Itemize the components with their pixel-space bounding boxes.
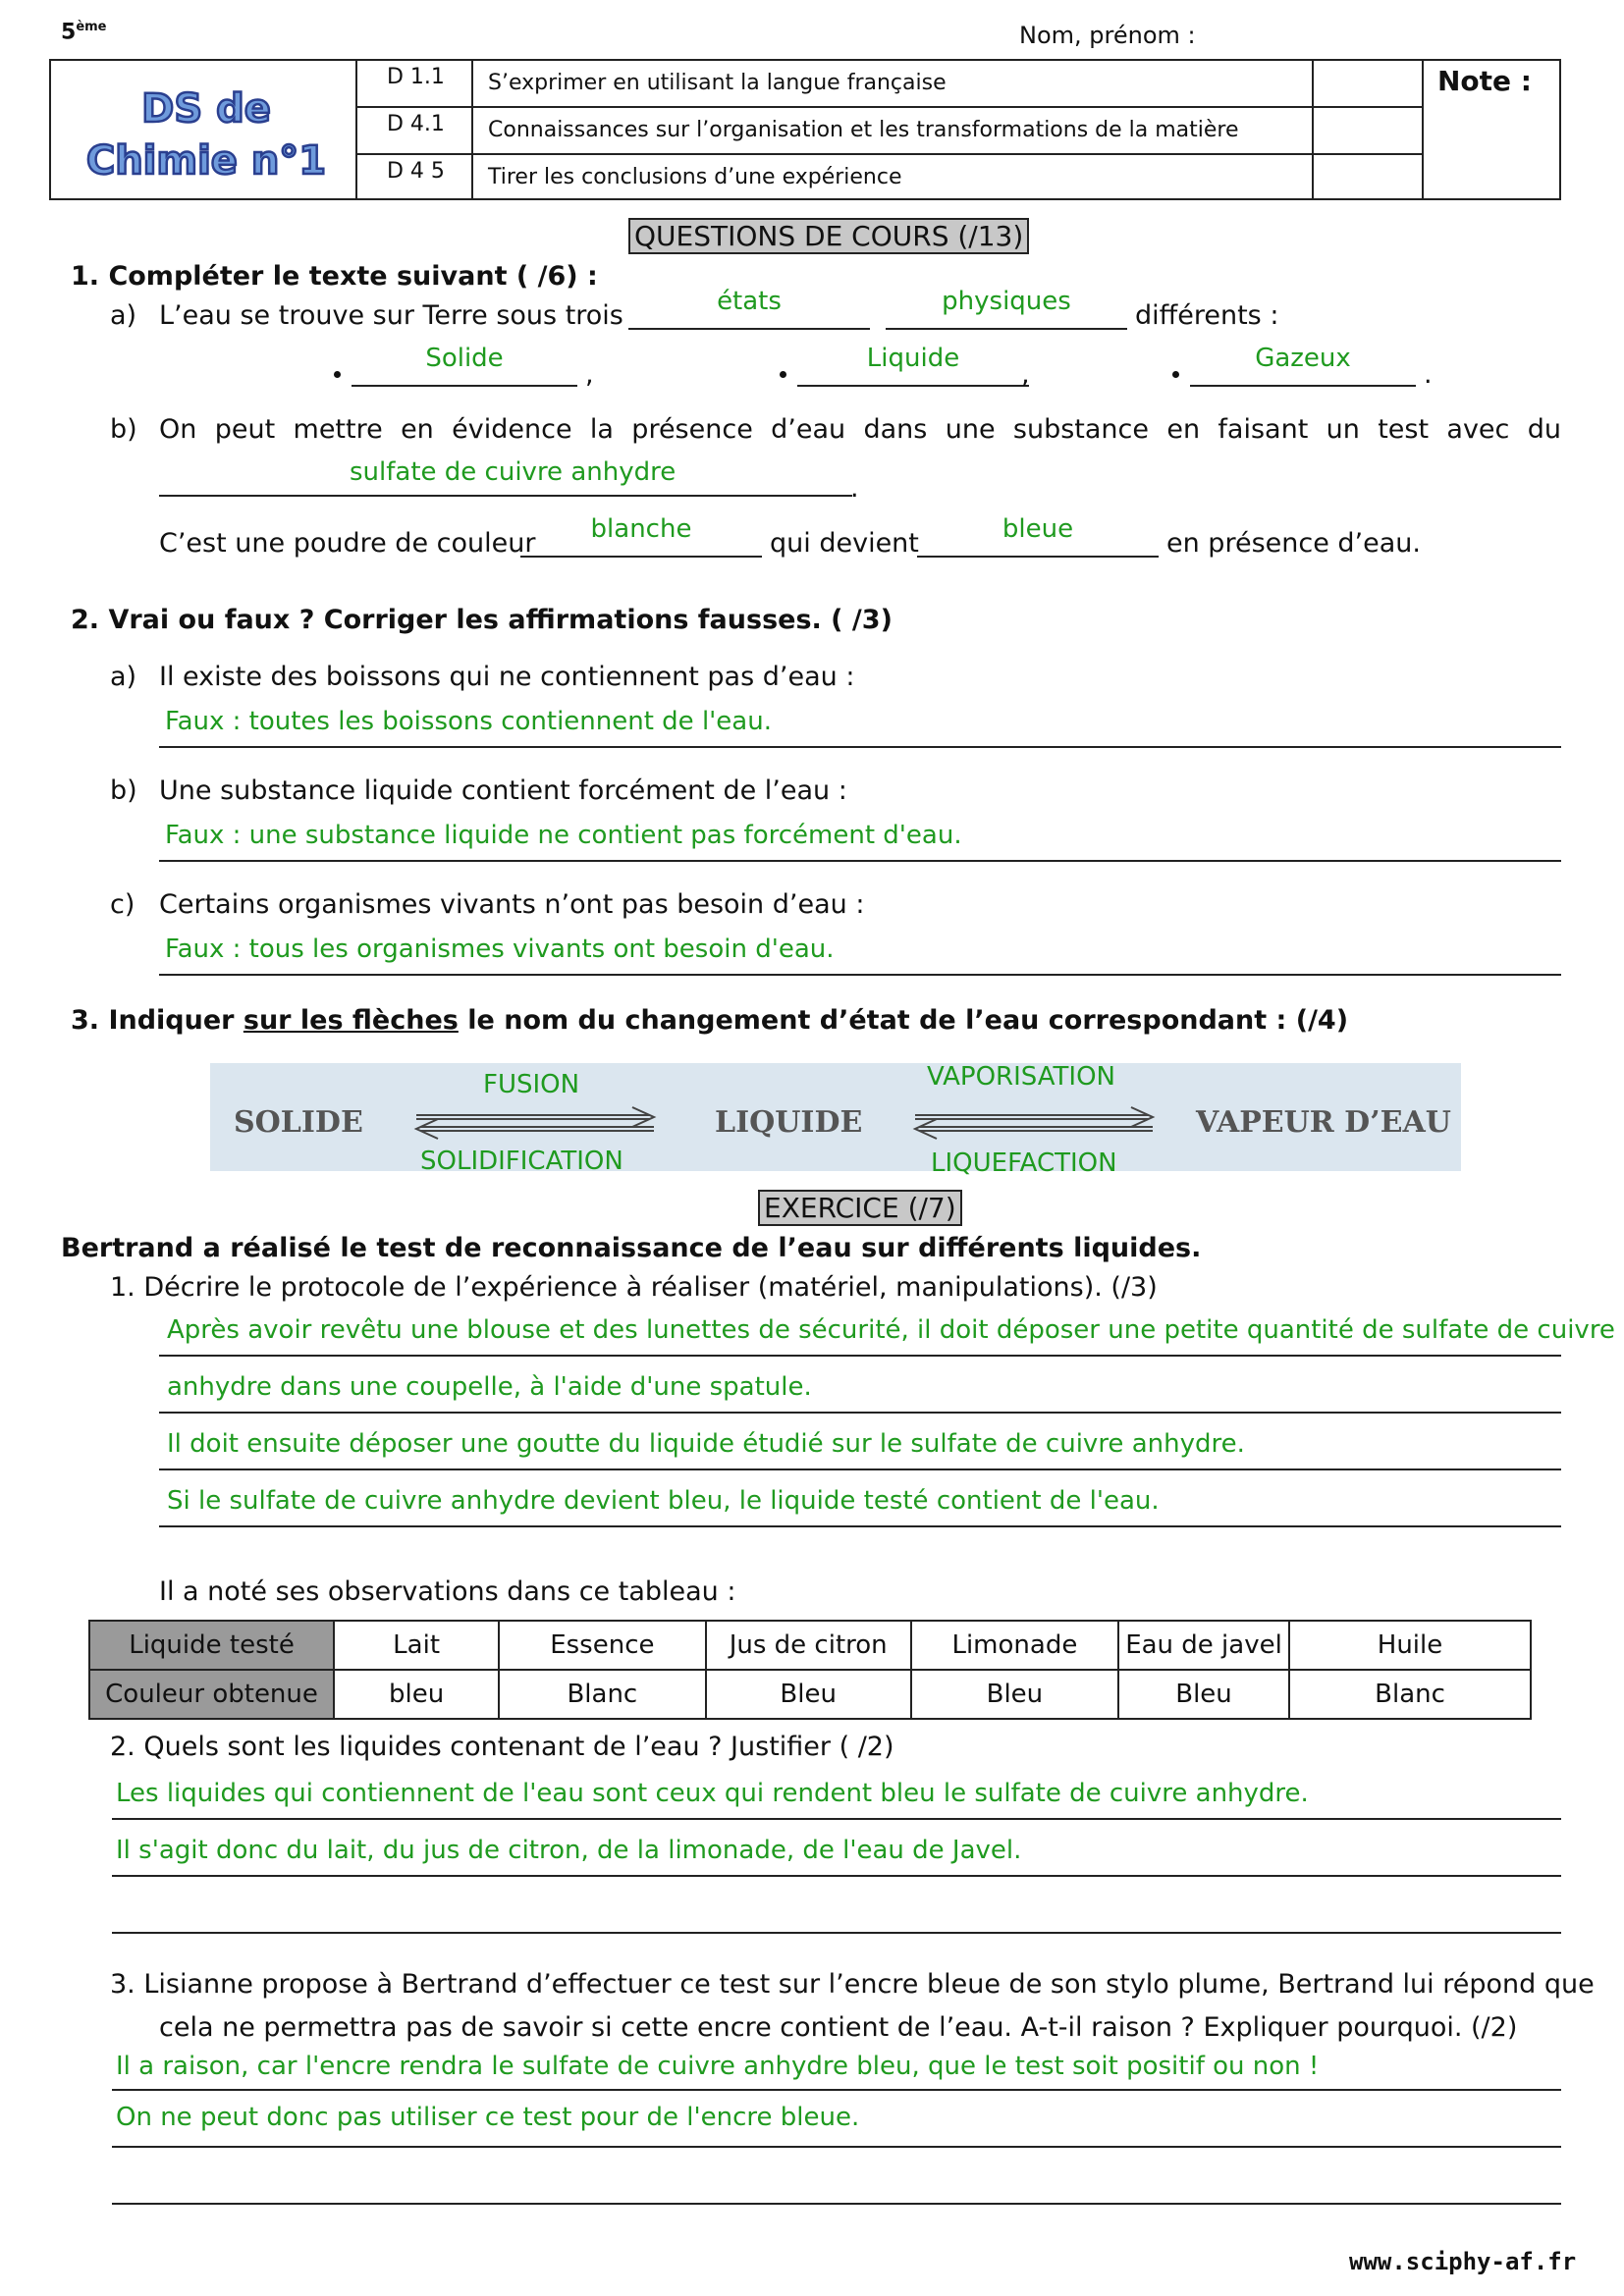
- divider: [355, 59, 357, 200]
- answer-blank[interactable]: [1190, 385, 1416, 387]
- q2a-answer: Faux : toutes les boissons contiennent de l'eau.: [165, 707, 772, 736]
- state-vapeur: VAPEUR D’EAU: [1196, 1105, 1451, 1140]
- divider: [1422, 59, 1424, 200]
- answer-blank[interactable]: [917, 556, 1159, 558]
- double-arrow-icon: [410, 1103, 660, 1143]
- ex-q3-label-line1: 3. Lisianne propose à Bertrand d’effectuer ce test sur l’encre bleue de son stylo plume, Bertrand lui répond que: [110, 1969, 1595, 2000]
- q1b2-text-3: en présence d’eau.: [1166, 528, 1421, 559]
- answer-line[interactable]: [159, 1525, 1561, 1527]
- period: .: [1424, 359, 1433, 390]
- ex-q1-answer-2: anhydre dans une coupelle, à l'aide d'une spatule.: [167, 1372, 812, 1402]
- answer-blank[interactable]: [159, 495, 852, 497]
- footer-website[interactable]: www.sciphy-af.fr: [1349, 2248, 1577, 2275]
- table-row: [89, 1670, 1531, 1719]
- class-level: 5ème: [61, 20, 107, 45]
- ex-q2-answer-2: Il s'agit donc du lait, du jus de citron, de la limonade, de l'eau de Javel.: [116, 1836, 1022, 1865]
- competence-code-3: D 4 5: [387, 159, 445, 184]
- table-head-couleur: Couleur obtenue: [89, 1670, 334, 1719]
- answer-line[interactable]: [159, 1412, 1561, 1414]
- table-cell: Jus de citron: [706, 1621, 911, 1670]
- q2a-prefix: a): [110, 662, 137, 692]
- logo-line-1: DS de: [141, 86, 271, 132]
- ds-chimie-logo: [59, 73, 353, 190]
- answer-physiques: physiques: [942, 287, 1071, 316]
- answer-sulfate: sulfate de cuivre anhydre: [350, 457, 677, 487]
- competence-label-1: S’exprimer en utilisant la langue française: [488, 71, 947, 95]
- q1b2-text-1: C’est une poudre de couleur: [159, 528, 536, 559]
- answer-line[interactable]: [112, 2089, 1561, 2091]
- q2a-text: Il existe des boissons qui ne contiennent pas d’eau :: [159, 662, 855, 692]
- ex-q1-answer-1: Après avoir revêtu une blouse et des lunettes de sécurité, il doit déposer une petite quantité de sulfate de cuivre: [167, 1315, 1615, 1345]
- bullet-icon: [1172, 371, 1179, 378]
- ex-q1-label: 1. Décrire le protocole de l’expérience à réaliser (matériel, manipulations). (/3): [110, 1272, 1158, 1303]
- exercise-intro: Bertrand a réalisé le test de reconnaissance de l’eau sur différents liquides.: [61, 1233, 1202, 1263]
- q2c-prefix: c): [110, 889, 135, 920]
- period: .: [850, 473, 859, 504]
- q2c-answer: Faux : tous les organismes vivants ont besoin d'eau.: [165, 934, 835, 964]
- answer-solide: Solide: [425, 344, 504, 373]
- table-cell: bleu: [334, 1670, 499, 1719]
- table-row: [89, 1621, 1531, 1670]
- answer-liquide: Liquide: [866, 344, 960, 373]
- q3-label-pre: 3. Indiquer: [71, 1005, 244, 1036]
- answer-blank[interactable]: [520, 556, 762, 558]
- bullet-icon: [334, 371, 341, 378]
- q1b-text: On peut mettre en évidence la présence d’eau dans une substance en faisant un test avec du: [159, 414, 1561, 445]
- table-cell: Bleu: [706, 1670, 911, 1719]
- q2b-text: Une substance liquide contient forcément de l’eau :: [159, 775, 847, 806]
- q3-label-post: le nom du changement d’état de l’eau correspondant : (/4): [458, 1005, 1349, 1036]
- answer-blanche: blanche: [590, 514, 692, 544]
- ex-q2-label: 2. Quels sont les liquides contenant de l’eau ? Justifier ( /2): [110, 1732, 894, 1762]
- logo-line-2: Chimie n°1: [85, 138, 327, 184]
- table-cell: Limonade: [911, 1621, 1118, 1670]
- answer-vaporisation: VAPORISATION: [927, 1062, 1116, 1092]
- q3-label-underlined: sur les flèches: [243, 1005, 459, 1036]
- answer-line[interactable]: [112, 2203, 1561, 2205]
- state-solide: SOLIDE: [234, 1105, 363, 1140]
- q2c-text: Certains organismes vivants n’ont pas besoin d’eau :: [159, 889, 865, 920]
- answer-line[interactable]: [112, 1818, 1561, 1820]
- q1-label: 1. Compléter le texte suivant ( /6) :: [71, 261, 598, 292]
- table-cell: Lait: [334, 1621, 499, 1670]
- table-head-liquide: Liquide testé: [89, 1621, 334, 1670]
- q1b2-text-2: qui devient: [770, 528, 919, 559]
- table-cell: Bleu: [911, 1670, 1118, 1719]
- ex-q3-answer-2: On ne peut donc pas utiliser ce test pour de l'encre bleue.: [116, 2103, 860, 2132]
- double-arrow-icon: [909, 1103, 1159, 1143]
- table-cell: Blanc: [499, 1670, 705, 1719]
- section-title-exercice: EXERCICE (/7): [758, 1190, 962, 1226]
- q2-label: 2. Vrai ou faux ? Corriger les affirmations fausses. ( /3): [71, 605, 893, 635]
- section-title-questions: QUESTIONS DE COURS (/13): [628, 218, 1029, 254]
- answer-solidification: SOLIDIFICATION: [420, 1147, 623, 1176]
- q1a-suffix: différents :: [1135, 300, 1279, 331]
- answer-line[interactable]: [112, 1875, 1561, 1877]
- answer-blank[interactable]: [352, 385, 577, 387]
- answer-line[interactable]: [159, 1468, 1561, 1470]
- answer-line[interactable]: [112, 1932, 1561, 1934]
- answer-line[interactable]: [159, 974, 1561, 976]
- q1b-prefix: b): [110, 414, 137, 445]
- q1a-prefix: a): [110, 300, 137, 331]
- answer-line[interactable]: [159, 746, 1561, 748]
- table-cell: Bleu: [1118, 1670, 1289, 1719]
- answer-blank[interactable]: [628, 328, 870, 330]
- table-cell: Blanc: [1289, 1670, 1531, 1719]
- answer-gazeux: Gazeux: [1255, 344, 1351, 373]
- divider: [355, 153, 1422, 155]
- observations-table: [88, 1620, 1532, 1720]
- note-label: Note :: [1437, 65, 1532, 97]
- ex-q1-answer-3: Il doit ensuite déposer une goutte du liquide étudié sur le sulfate de cuivre anhydre.: [167, 1429, 1245, 1459]
- state-liquide: LIQUIDE: [715, 1105, 863, 1140]
- table-cell: Essence: [499, 1621, 705, 1670]
- answer-line[interactable]: [159, 860, 1561, 862]
- comma: ,: [1021, 359, 1030, 390]
- ex-q1-answer-4: Si le sulfate de cuivre anhydre devient bleu, le liquide testé contient de l'eau.: [167, 1486, 1160, 1516]
- ex-q3-label-line2: cela ne permettra pas de savoir si cette encre contient de l’eau. A-t-il raison ? Expliquer pourquoi. (/2): [159, 2012, 1518, 2043]
- answer-blank[interactable]: [886, 328, 1127, 330]
- divider: [1312, 59, 1314, 200]
- table-cell: Eau de javel: [1118, 1621, 1289, 1670]
- table-cell: Huile: [1289, 1621, 1531, 1670]
- table-intro: Il a noté ses observations dans ce tableau :: [159, 1576, 736, 1607]
- answer-line[interactable]: [159, 1355, 1561, 1357]
- divider: [471, 59, 473, 200]
- answer-bleue: bleue: [1001, 514, 1074, 544]
- competence-label-3: Tirer les conclusions d’une expérience: [488, 165, 902, 189]
- answer-etats: états: [717, 287, 782, 316]
- q1a-text: L’eau se trouve sur Terre sous trois: [159, 300, 623, 331]
- answer-fusion: FUSION: [483, 1070, 580, 1099]
- answer-line[interactable]: [112, 2146, 1561, 2148]
- comma: ,: [585, 359, 594, 390]
- bullet-icon: [780, 371, 786, 378]
- competence-label-2: Connaissances sur l’organisation et les transformations de la matière: [488, 118, 1239, 142]
- competence-code-2: D 4.1: [387, 112, 445, 136]
- q3-label: [71, 1005, 1348, 1036]
- answer-liquefaction: LIQUEFACTION: [931, 1148, 1117, 1178]
- q2b-prefix: b): [110, 775, 137, 806]
- answer-blank[interactable]: [797, 385, 1029, 387]
- competence-code-1: D 1.1: [387, 65, 445, 89]
- ex-q2-answer-1: Les liquides qui contiennent de l'eau sont ceux qui rendent bleu le sulfate de cuivre anhydre.: [116, 1779, 1309, 1808]
- q2b-answer: Faux : une substance liquide ne contient pas forcément d'eau.: [165, 821, 962, 850]
- ex-q3-answer-1: Il a raison, car l'encre rendra le sulfate de cuivre anhydre bleu, que le test soit positif ou non !: [116, 2052, 1320, 2081]
- name-label: Nom, prénom :: [1019, 22, 1196, 49]
- divider: [355, 106, 1422, 108]
